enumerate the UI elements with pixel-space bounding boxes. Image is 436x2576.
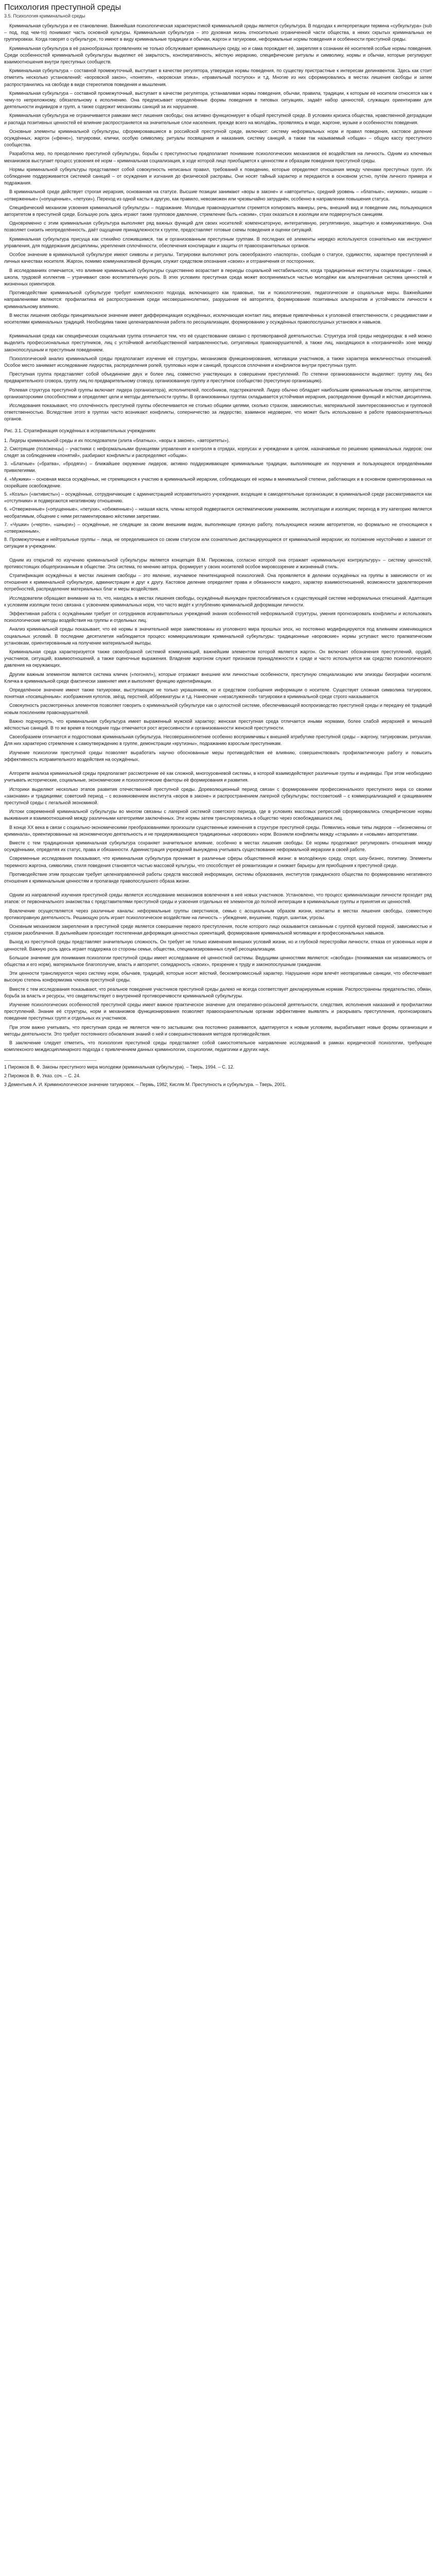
paragraph: Особое значение в криминальной субкультуре имеют символы и ритуалы. Татуировки выполняют роль своеобразного «паспорта», сообщая о статусе, судимостях, характере преступлений и личных качествах носителя. Жаргон, помимо коммуникативной функции, служит средством опознания «своих» и отграничения от посторонних. — [4, 252, 432, 264]
paragraph: В местах лишения свободы принципиальное значение имеет дифференциация осуждённых, исключающая контакт лиц, впервые привлечённых к уголовной ответственности, с рецидивистами и носителями криминальных традиций. Необходима также целенаправленная работа по ресоциализации, формированию у осуждённых правопослушных установок и навыков. — [4, 312, 432, 325]
paragraph: Криминальная субкультура в её разнообразных проявлениях не только обслуживает криминальную среду, но и сама порождает её, закрепляя в сознании её носителей особые нормы поведения. Среди особенностей криминальной субкультуры выделяют её закрытость, конспиративность, жёсткую иерархию, специфические ритуалы и символику, нормы и обычаи, которые регулируют взаимоотношения внутри преступных сообществ. — [4, 45, 432, 65]
paragraph: Одним из направлений изучения преступной среды является исследование механизмов вовлечения в неё новых участников. Установлено, что процесс криминализации личности проходит ряд этапов: от первоначального знакомства с представителями преступной среды и усвоения отдельных её элементов до полной интеграции в криминальные группы и принятия их ценностей. — [4, 892, 432, 905]
paragraph: Исследования показывают, что сплочённость преступной группы обеспечивается не столько общими целями, сколько страхом, зависимостью, материальной заинтересованностью и групповой ответственностью. Вследствие этого в группах часто возникают конфликты, соперничество за лидерство, взаимное недоверие, что может быть использовано в работе правоохранительных органов. — [4, 402, 432, 422]
paragraph: Криминальная субкультура – составной промежуточный, выступает в качестве регулятора, устанавливая нормы поведения, обычаи, правила, традиции, к которым её носители относятся как к чему-то непреложному, обязательному к исполнению. Она предписывает определённые формы поведения в типовых ситуациях, задаёт набор ценностей, служащих ориентирами для деятельности индивидов и групп, а также содержит механизмы санкций за их нарушение. — [4, 90, 432, 110]
paragraph: Противодействие криминальной субкультуре требует комплексного подхода, включающего как правовые, так и психологические, педагогические и социальные меры. Важнейшими направлениями являются: профилактика её распространения среди несовершеннолетних, разрушение её авторитета, формирование позитивных альтернатив и устойчивости личности к криминальному влиянию. — [4, 290, 432, 309]
paragraph: Вместе с тем традиционная криминальная субкультура сохраняет значительное влияние, особенно в местах лишения свободы. Её нормы продолжают регулировать отношения между осуждёнными, определяя их статус, права и обязанности. Администрация учреждений вынуждена учитывать существование неформальной иерархии в своей работе. — [4, 840, 432, 853]
list-item: 3. «Блатные» («братва», «бродяги») – ближайшее окружение лидеров, активно поддерживающее криминальные традиции, выполняющее их поручения и пользующееся определёнными привилегиями. — [4, 461, 432, 473]
paragraph: Противодействие этим процессам требует целенаправленной работы средств массовой информации, системы образования, институтов гражданского общества по формированию негативного отношения к криминальным ценностям и пропаганде правопослушного образа жизни. — [4, 871, 432, 884]
list-item: 6. «Отверженные» («опущенные», «петухи», «обиженные») – низшая каста, члены которой подвергаются систематическим унижениям, эксплуатации и изоляции; переход в эту категорию является необратимым, общение с ними регламентировано жёсткими запретами. — [4, 506, 432, 519]
body-section-3 — [4, 557, 432, 763]
footnote: 2 Пирожков В. Ф. Указ. соч. – С. 24. — [4, 1073, 81, 1079]
paragraph: Криминальная субкультура присуща как стихийно сложившимся, так и организованным преступным группам. В последних её элементы нередко используются сознательно как инструмент управления, для поддержания дисциплины, укрепления сплочённости, обеспечения конспирации и защиты от правоохранительных органов. — [4, 236, 432, 248]
paragraph: Своеобразием отличается и подростковая криминальная субкультура. Несовершеннолетние особенно восприимчивы к внешней атрибутике преступной среды – жаргону, татуировкам, ритуалам. Для них характерно стремление к самоутверждению в группе, демонстрации «крутизны», подражанию взрослым преступникам. — [4, 734, 432, 747]
paragraph: В конце XX века в связи с социально-экономическими преобразованиями произошли существенные изменения в структуре преступной среды. Появились новые типы лидеров – «бизнесмены от криминала», ориентированные на экономическую деятельность и не придерживающиеся традиционных «воровских» норм. Возникли конфликты между «старыми» и «новыми» авторитетами. — [4, 824, 432, 837]
paragraph: Эффективная работа с осуждёнными требует от сотрудников исправительных учреждений знания особенностей неформальной структуры, умения прогнозировать конфликты и использовать психологические методы воздействия на группы и отдельных лиц. — [4, 611, 432, 623]
footnote: 3 Дементьев А. И. Криминологическое значение татуировок. – Пермь, 1982; Кисляк М. Преступность и субкультура. – Тверь, 2001. — [4, 1082, 286, 1088]
list-item: 4. «Мужики» – основная масса осуждённых, не стремящихся к участию в криминальной иерархии, соблюдающих её нормы в минимальной степени, работающих и в основном ориентированных на скорейшее освобождение. — [4, 476, 432, 488]
paragraph: Одним из открытий по изучению криминальной субкультуры является концепция В.М. Пирожкова, согласно которой она отражает «криминальную контркультуру» – систему ценностей, противостоящих общепризнанным в обществе. Эта система, по мнению автора, формирует у своих носителей особое мировоззрение и жизненный стиль. — [4, 557, 432, 569]
paragraph: Криминальная субкультура не ограничивается рамками мест лишения свободы; она активно функционирует в общей преступной среде. В условиях кризиса общества, нравственной деградации и распада позитивных ценностей её влияние распространяется на значительные слои населения, прежде всего на молодёжь, проявляясь в моде, жаргоне, музыке и особенностях поведения. — [4, 113, 432, 125]
body-section-2 — [4, 333, 432, 422]
paragraph: Эти ценности транслируются через систему норм, обычаев, традиций, которые носят жёсткий, бескомпромиссный характер. Нарушение норм влечёт неотвратимые санкции, что обеспечивает высокую степень конформизма членов преступной среды. — [4, 971, 432, 983]
document-page — [0, 0, 436, 1088]
list-item: 2. Смотрящие (положенцы) – участники с неформальными функциями управления и контроля в отрядах, корпусах и учреждении в целом, назначаемые по решению криминальных лидеров; они следят за соблюдением «понятий», разбирают конфликты и распределяют «общак». — [4, 446, 432, 458]
body-section-5 — [4, 892, 432, 1053]
paragraph: Ролевая структура преступной группы включает лидера (организатора), исполнителей, пособников, подстрекателей. Лидер обычно обладает наибольшим криминальным опытом, авторитетом, организаторскими способностями и определяет цели и методы деятельности группы. В организованных группах складывается устойчивая иерархия, распределение функций и жёсткая дисциплина. — [4, 387, 432, 399]
paragraph: В криминальной среде действует строгая иерархия, основанная на статусе. Высшие позиции занимают «воры в законе» и «авторитеты», средний уровень – «блатные», «мужики», низшие – «отверженные» («опущенные», «петухи»). Переход из одной касты в другую, как правило, невозможен или чрезвычайно затруднён, особенно в направлении повышения статуса. — [4, 189, 432, 201]
paragraph: Другим важным элементом является система кличек («погонял»), которые отражают внешние или личностные особенности, преступную специализацию или эпизоды биографии носителя. Кличка в криминальной среде фактически заменяет имя и выполняет функцию идентификации. — [4, 671, 432, 684]
paragraph: Стратификация осуждённых в местах лишения свободы – это явление, изучаемое пенитенциарной психологией. Она проявляется в делении осуждённых на группы в зависимости от их отношения к криминальной субкультуре, администрации и друг к другу. Кастовое деление определяет права и обязанности каждого, характер взаимоотношений, возможности удовлетворения потребностей, распределение материальных благ и меры воздействия. — [4, 573, 432, 592]
paragraph: Важно подчеркнуть, что криминальная субкультура имеет выраженный мужской характер; женская преступная среда отличается иными нормами, более слабой иерархией и меньшей жёсткостью санкций. В то же время в последние годы отмечается рост агрессивности и организованности женской преступности. — [4, 718, 432, 731]
paragraph: Криминальная среда как специфическая социальная группа отличается тем, что её существование связано с противоправной деятельностью. Структура этой среды неоднородна: в ней можно выделить профессиональных преступников, лиц с устойчивой антиобщественной направленностью, ситуативных правонарушителей, а также лиц, находящихся в «пограничной» зоне между законопослушным и преступным поведением. — [4, 333, 432, 352]
paragraph: Нормы криминальной субкультуры представляют собой совокупность неписаных правил, требований к поведению, которые определяют отношения между членами преступных групп. Их соблюдение поддерживается системой санкций – от осуждения и изгнания до физической расправы. Они носят тайный характер и передаются в основном устно, путём личного примера и подражания. — [4, 166, 432, 186]
paragraph: Изучение психологии преступной среды позволяет выработать научно обоснованные меры противодействия её влиянию, совершенствовать профилактическую работу и повысить эффективность исправительного воздействия на осуждённых. — [4, 750, 432, 762]
paragraph: Преступная группа представляет собой объединение двух и более лиц, совместно участвующих в совершении преступлений. По степени организованности выделяют: группу лиц без предварительного сговора, группу лиц по предварительному сговору, организованную группу и преступное сообщество (преступную организацию). — [4, 371, 432, 384]
body-section-1 — [4, 23, 432, 326]
section-subtitle: 3.5. Психология криминальной среды — [4, 13, 85, 19]
stratification-list — [4, 437, 432, 550]
paragraph: В исследованиях отмечается, что влияние криминальной субкультуры существенно возрастает в периоды социальной нестабильности, когда традиционные институты социализации – семья, школа, трудовой коллектив – утрачивают свою воспитательную роль. В этих условиях преступная среда может восприниматься частью молодёжи как альтернативная система ценностей и жизненных ориентиров. — [4, 267, 432, 286]
list-item: 1. Лидеры криминальной среды и их последователи (элита «блатных», «воры в законе», «авторитеты»). — [4, 437, 230, 443]
figure-caption: Рис. 3.1. Стратификация осуждённых в исправительных учреждениях — [4, 428, 155, 433]
paragraph: Основным механизмом закрепления в преступной среде является совершение первого преступления, после которого лицо оказывается связанным с группой круговой порукой, зависимостью и страхом разоблачения. В дальнейшем происходит постепенная деформация ценностных ориентаций, формирование криминальной мотивации и профессиональных навыков. — [4, 923, 432, 936]
paragraph: Выход из преступной среды представляет значительную сложность. Он требует не только изменения внешних условий жизни, но и глубокой перестройки личности, отказа от усвоенных норм и ценностей. Важную роль здесь играет поддержка со стороны семьи, общества, специализированных служб ресоциализации. — [4, 939, 432, 952]
list-item: 7. «Чушки» («черти», «шныри») – осуждённые, не следящие за своим внешним видом, выполняющие грязную работу, пользующиеся низким авторитетом, но формально не относящиеся к «отверженным». — [4, 521, 432, 534]
paragraph: Разработка мер, по преодолению преступной субкультуры, борьбы с преступностью предполагает понимание психологических механизмов её воздействия на личность. Одним из ключевых механизмов выступает процесс усвоения её норм – криминальная социализация, в ходе которой лицо приобщается к ценностям и образцам поведения преступной среды. — [4, 151, 432, 163]
paragraph: Совокупность рассмотренных элементов позволяет говорить о криминальной субкультуре как о целостной системе, обеспечивающей воспроизводство преступной среды и передачу её традиций новым поколениям правонарушителей. — [4, 703, 432, 715]
paragraph: Вместе с тем исследования показывают, что реальное поведение участников преступной среды далеко не всегда соответствует декларируемым нормам. Распространены предательство, обман, борьба за власть и ресурсы, что свидетельствует о внутренней противоречивости криминальной субкультуры. — [4, 986, 432, 998]
paragraph: Криминальная субкультура – составной промежуточный, выступает в качестве регулятора, утверждая нормы поведения, по существу пристрастные к интересам делинквентов. Здесь как стоит отметить несколько установлений: «воровской закон», «понятия», «воровская этика», «правильный поступок» и т.д. Многие из них сформировались в местах лишения свободы и затем распространились на свободе в виде стереотипов поведения и мышления. — [4, 68, 432, 87]
paragraph: Криминальная среда характеризуется также своеобразной системой коммуникаций, важнейшим элементом которой является жаргон. Он включает обозначения преступлений, орудий, участников, ситуаций, взаимоотношений, а также оценочные выражения. Владение жаргоном служит признаком принадлежности к среде и часто используется как средство психологического давления на окружающих. — [4, 649, 432, 668]
paragraph: Историки выделяют несколько этапов развития отечественной преступной среды. Дореволюционный период связан с формированием профессионального преступного мира со своими «законами» и традициями; советский период – с возникновением института «воров в законе» и распространением лагерной субкультуры; постсоветский – с коммерциализацией и сращиванием преступной среды с легальной экономикой. — [4, 786, 432, 805]
paragraph: Вовлечение осуществляется через различные каналы: неформальные группы сверстников, семью с асоциальным образом жизни, контакты в местах лишения свободы, совместную противоправную деятельность. Решающую роль играет психологическое воздействие на личность – убеждение, внушение, подкуп, шантаж, угрозы. — [4, 908, 432, 920]
paragraph: При этом важно учитывать, что преступная среда не является чем-то застывшим: она постоянно развивается, адаптируется к новым условиям, вырабатывает новые формы организации и методы деятельности. Это требует постоянного обновления знаний о ней и совершенствования методов противодействия. — [4, 1024, 432, 1037]
paragraph: Психологический анализ криминальной среды предполагает изучение её структуры, механизмов функционирования, мотивации участников, а также характера межличностных отношений. Особое место занимает исследование лидерства, распределения ролей, групповых норм и санкций, процессов сплочения и конфликтов внутри преступных групп. — [4, 355, 432, 368]
body-section-4 — [4, 770, 432, 885]
list-item: 5. «Козлы» («активисты») – осуждённые, сотрудничающие с администрацией исправительного учреждения, входящие в самодеятельные организации; в криминальной среде рассматриваются как «отступники» и подвергаются негативному отношению. — [4, 491, 432, 504]
paragraph: Исследователи обращают внимание на то, что, находясь в местах лишения свободы, осуждённый вынужден приспосабливаться к существующей системе неформальных отношений. Адаптация к условиям изоляции тесно связана с усвоением криминальных норм, что часто ведёт к углублению криминальной деформации личности. — [4, 595, 432, 607]
page-title: Психология преступной среды — [4, 3, 121, 12]
paragraph: Основные элементы криминальной субкультуры, сформировавшиеся в российской преступной среде, включают: систему неформальных норм и правил поведения, кастовое деление осуждённых, жаргон («феню»), татуировки, клички, особую символику, ритуалы посвящения и наказания, систему санкций, а также так называемый «общак» – общую кассу преступного сообщества. — [4, 128, 432, 148]
paragraph: В заключение следует отметить, что психология преступной среды представляет собой самостоятельное направление исследований в рамках юридической психологии, требующее комплексного междисциплинарного подхода с привлечением данных криминологии, социологии, педагогики и других наук. — [4, 1040, 432, 1053]
paragraph: Большое значение для понимания психологии преступной среды имеет исследование её ценностной системы. Ведущими ценностями являются: «свобода» (понимаемая как независимость от общества и его норм), материальное благополучие, власть и авторитет, солидарность «своих», презрение к труду и законопослушным гражданам. — [4, 955, 432, 967]
paragraph: Современные исследования показывают, что криминальная субкультура проникает в различные сферы общественной жизни: в молодёжную среду, спорт, шоу-бизнес, политику. Элементы тюремного жаргона, символики, стиля поведения становятся частью массовой культуры, что способствует её романтизации и снижает барьеры для приобщения к преступной среде. — [4, 856, 432, 868]
list-item: 8. Промежуточные и нейтральные группы – лица, не определившиеся со своим статусом или сознательно дистанцирующиеся от криминальной иерархии; их положение неустойчиво и зависит от ситуации в учреждении. — [4, 537, 432, 549]
paragraph: Криминальная субкультура и ее становление. Важнейшая психологическая характеристикой криминальной среды является субкультура. В подходах к интерпретации термина «субкультура» (sub – под, под чем-то) понимают часть основной культуры. Криминальная субкультура – это духовная жизнь относительно ограниченной части общества, в неких скрытых криминальных ее группировках. Когда говорят о субкультуре, то имеют в виду криминальные традиции и обычаи, жаргон и татуировки, неформальные нормы поведения и особенности преступной среды. — [4, 23, 432, 42]
footnote-divider — [4, 1060, 97, 1061]
paragraph: Специфический механизм усвоения криминальной субкультуры – подражание. Молодые правонарушители стремятся копировать манеры, речь, внешний вид и поведение лиц, пользующихся авторитетом в преступной среде. Большую роль здесь играют также групповое давление, стремление быть «своим», страх оказаться в изоляции или подвергнуться санкциям. — [4, 205, 432, 217]
paragraph: Алгоритм анализа криминальной среды предполагает рассмотрение её как сложной, многоуровневой системы, в которой взаимодействуют различные группы и индивиды. При этом необходимо учитывать исторические, социальные, экономические и психологические факторы её формирования и развития. — [4, 771, 432, 783]
paragraph: Истоки современной криминальной субкультуры во многом связаны с лагерной системой советского периода, где в условиях массовых репрессий сформировались специфические нормы выживания и взаимоотношений между различными категориями заключённых. Эти нормы затем транслировались в общество через освобождавшихся лиц. — [4, 809, 432, 821]
footnotes — [4, 1064, 432, 1088]
paragraph: Одновременно с этим криминальная субкультура выполняет ряд важных функций для своих носителей: компенсаторную, интегративную, регулятивную, защитную и коммуникативную. Она позволяет снизить неопределённость, даёт ощущение принадлежности к группе, предоставляет готовые схемы поведения и оценки ситуаций. — [4, 221, 432, 233]
footnote: 1 Пирожков В. Ф. Законы преступного мира молодежи (криминальная субкультура). – Тверь, 1994. – С. 12. — [4, 1064, 235, 1070]
paragraph: Определённое значение имеют также татуировки, выступающие не только украшением, но и средством сообщения информации о носителе. Существует сложная символика татуировок, понятная «посвящённым»: изображения куполов, звёзд, перстней, аббревиатуры и т.д. Нанесение «незаслуженной» татуировки в криминальной среде строго наказывается. — [4, 687, 432, 700]
paragraph: Анализ криминальной среды показывает, что её нормы в значительной мере заимствованы из уголовного мира прошлых эпох, но постоянно модифицируются под влиянием изменяющихся социальных условий. В последние десятилетия наблюдается процесс коммерциализации криминальной субкультуры: традиционные «воровские» нормы уступают место прагматическим установкам, ориентированным на получение материальной выгоды. — [4, 626, 432, 646]
paragraph: Изучение психологических особенностей преступной среды имеет важное практическое значение для оперативно-розыскной деятельности, следствия, исполнения наказаний и профилактики преступлений. Знание её структуры, норм и механизмов функционирования позволяет правоохранительным органам эффективнее выявлять и раскрывать преступления, прогнозировать поведение преступных групп и отдельных их участников. — [4, 1002, 432, 1021]
